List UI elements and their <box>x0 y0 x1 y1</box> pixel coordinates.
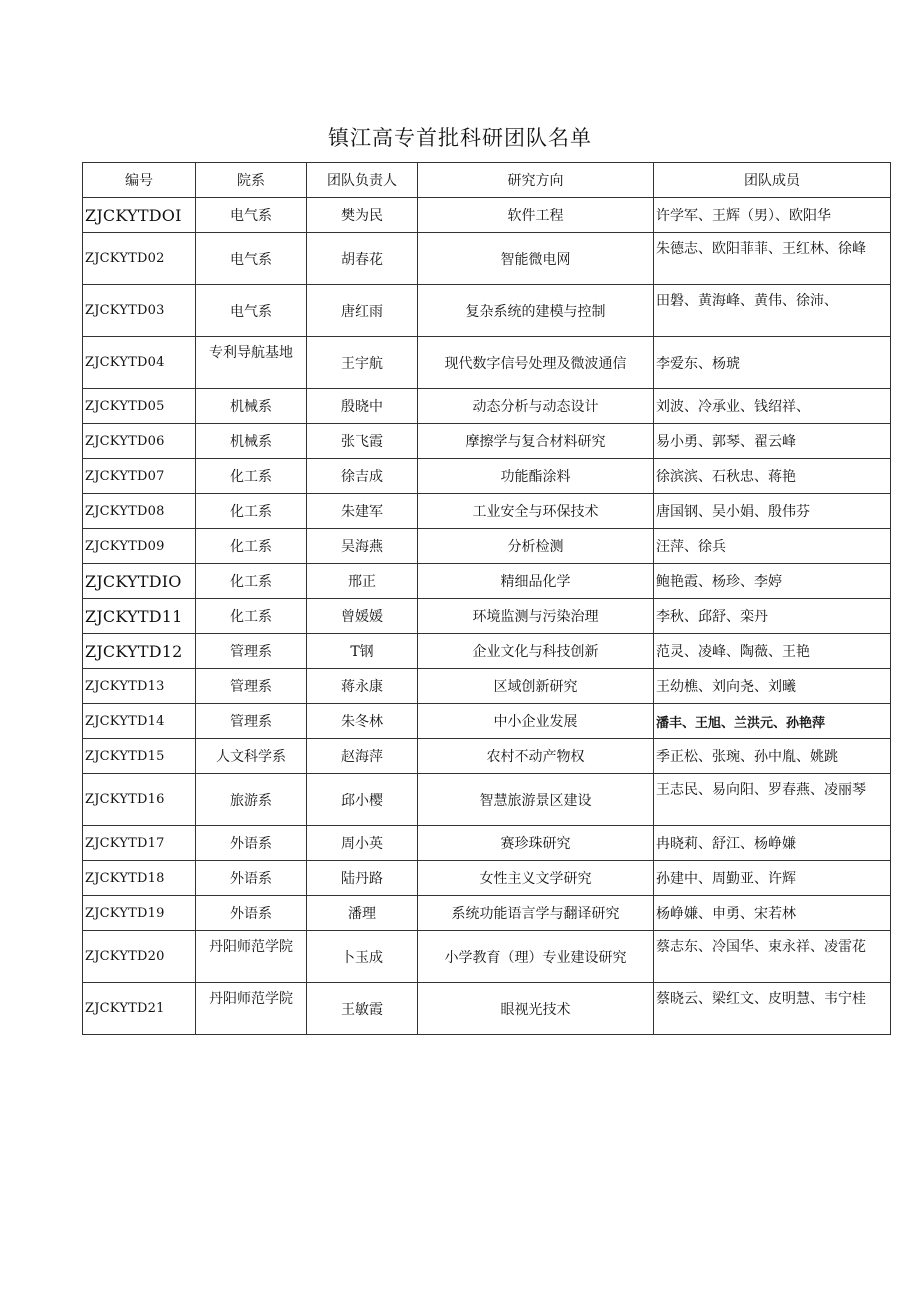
table-row <box>83 826 891 861</box>
team-id: ZJCKYTD06 <box>83 424 196 459</box>
team-direction: 环境监测与污染治理 <box>418 599 654 634</box>
team-members: 潘丰、王旭、兰洪元、孙艳萍 <box>654 704 891 739</box>
team-direction: 中小企业发展 <box>418 704 654 739</box>
team-direction: 智慧旅游景区建设 <box>418 774 654 826</box>
header-lead: 团队负责人 <box>307 163 418 198</box>
team-members: 蔡晓云、梁红文、皮明慧、韦宁桂 <box>654 983 891 1035</box>
team-dept: 人文科学系 <box>196 739 307 774</box>
table-row <box>83 233 891 285</box>
team-lead: 卜玉成 <box>307 931 418 983</box>
team-lead: 邢正 <box>307 564 418 599</box>
team-direction: 软件工程 <box>418 198 654 233</box>
team-dept: 化工系 <box>196 564 307 599</box>
team-lead: 周小英 <box>307 826 418 861</box>
team-dept: 机械系 <box>196 424 307 459</box>
team-members: 许学军、王辉（男）、欧阳华 <box>654 198 891 233</box>
team-id: ZJCKYTD21 <box>83 983 196 1035</box>
team-direction: 精细品化学 <box>418 564 654 599</box>
team-lead: 唐红雨 <box>307 285 418 337</box>
team-lead: 潘理 <box>307 896 418 931</box>
team-direction: 功能酯涂料 <box>418 459 654 494</box>
page-title: 镇江高专首批科研团队名单 <box>328 126 592 150</box>
team-dept: 电气系 <box>196 198 307 233</box>
team-id: ZJCKYTD05 <box>83 389 196 424</box>
team-members: 李秋、邱舒、栾丹 <box>654 599 891 634</box>
team-dept: 旅游系 <box>196 774 307 826</box>
table-row <box>83 198 891 233</box>
team-id: ZJCKYTD04 <box>83 337 196 389</box>
team-id: ZJCKYTD19 <box>83 896 196 931</box>
team-direction: 女性主义文学研究 <box>418 861 654 896</box>
team-dept: 管理系 <box>196 634 307 669</box>
team-id: ZJCKYTD20 <box>83 931 196 983</box>
team-id: ZJCKYTDOI <box>83 198 196 233</box>
team-dept: 管理系 <box>196 704 307 739</box>
team-direction: 赛珍珠研究 <box>418 826 654 861</box>
table-row <box>83 774 891 826</box>
team-dept: 电气系 <box>196 285 307 337</box>
table-row <box>83 389 891 424</box>
table-row <box>83 459 891 494</box>
team-dept: 管理系 <box>196 669 307 704</box>
header-direction: 研究方向 <box>418 163 654 198</box>
team-direction: 农村不动产物权 <box>418 739 654 774</box>
team-lead: 吴海燕 <box>307 529 418 564</box>
team-lead: T钢 <box>307 634 418 669</box>
team-lead: 王宇航 <box>307 337 418 389</box>
team-members: 蔡志东、冷国华、束永祥、凌雷花 <box>654 931 891 983</box>
team-dept: 电气系 <box>196 233 307 285</box>
team-dept: 外语系 <box>196 861 307 896</box>
team-direction: 动态分析与动态设计 <box>418 389 654 424</box>
team-members: 季正松、张琬、孙中胤、姚跳 <box>654 739 891 774</box>
table-row <box>83 337 891 389</box>
team-roster-table <box>82 162 891 1035</box>
team-members: 唐国钢、吴小娟、殷伟芬 <box>654 494 891 529</box>
team-members: 徐滨滨、石秋忠、蒋艳 <box>654 459 891 494</box>
team-id: ZJCKYTD12 <box>83 634 196 669</box>
team-direction: 企业文化与科技创新 <box>418 634 654 669</box>
table-header-row <box>83 163 891 198</box>
table-row <box>83 669 891 704</box>
team-dept: 外语系 <box>196 826 307 861</box>
team-members: 汪萍、徐兵 <box>654 529 891 564</box>
team-dept: 丹阳师范学院 <box>196 931 307 983</box>
team-direction: 现代数字信号处理及微波通信 <box>418 337 654 389</box>
team-dept: 专利导航基地 <box>196 337 307 389</box>
header-id: 编号 <box>83 163 196 198</box>
team-members: 杨峥嫌、申勇、宋若林 <box>654 896 891 931</box>
team-id: ZJCKYTD08 <box>83 494 196 529</box>
table-row <box>83 896 891 931</box>
team-members: 刘波、冷承业、钱绍祥、 <box>654 389 891 424</box>
team-members: 朱德志、欧阳菲菲、王红林、徐峰 <box>654 233 891 285</box>
team-id: ZJCKYTD15 <box>83 739 196 774</box>
team-members: 田磐、黄海峰、黄伟、徐沛、 <box>654 285 891 337</box>
team-lead: 曾媛媛 <box>307 599 418 634</box>
team-lead: 邱小樱 <box>307 774 418 826</box>
team-id: ZJCKYTD17 <box>83 826 196 861</box>
table-row <box>83 931 891 983</box>
team-direction: 工业安全与环保技术 <box>418 494 654 529</box>
header-dept: 院系 <box>196 163 307 198</box>
team-direction: 摩擦学与复合材料研究 <box>418 424 654 459</box>
team-id: ZJCKYTD07 <box>83 459 196 494</box>
team-dept: 机械系 <box>196 389 307 424</box>
table-row <box>83 494 891 529</box>
table-row <box>83 861 891 896</box>
team-members: 孙建中、周勤亚、许辉 <box>654 861 891 896</box>
team-lead: 陆丹路 <box>307 861 418 896</box>
table-row <box>83 599 891 634</box>
team-lead: 殷晓中 <box>307 389 418 424</box>
team-direction: 小学教育（理）专业建设研究 <box>418 931 654 983</box>
team-lead: 王敏霞 <box>307 983 418 1035</box>
table-row <box>83 529 891 564</box>
team-dept: 化工系 <box>196 529 307 564</box>
team-direction: 分析检测 <box>418 529 654 564</box>
team-lead: 胡春花 <box>307 233 418 285</box>
table-row <box>83 285 891 337</box>
team-direction: 区域创新研究 <box>418 669 654 704</box>
header-members: 团队成员 <box>654 163 891 198</box>
table-row <box>83 704 891 739</box>
team-id: ZJCKYTD14 <box>83 704 196 739</box>
table-row <box>83 564 891 599</box>
team-members: 鲍艳霞、杨珍、李婷 <box>654 564 891 599</box>
team-dept: 化工系 <box>196 599 307 634</box>
table-row <box>83 739 891 774</box>
team-dept: 丹阳师范学院 <box>196 983 307 1035</box>
team-members: 范灵、凌峰、陶薇、王艳 <box>654 634 891 669</box>
team-lead: 朱冬林 <box>307 704 418 739</box>
team-members: 易小勇、郭琴、翟云峰 <box>654 424 891 459</box>
team-id: ZJCKYTD03 <box>83 285 196 337</box>
team-dept: 化工系 <box>196 459 307 494</box>
team-direction: 智能微电网 <box>418 233 654 285</box>
table-row <box>83 424 891 459</box>
team-lead: 朱建军 <box>307 494 418 529</box>
team-lead: 赵海萍 <box>307 739 418 774</box>
team-id: ZJCKYTD02 <box>83 233 196 285</box>
team-dept: 化工系 <box>196 494 307 529</box>
team-id: ZJCKYTD16 <box>83 774 196 826</box>
team-members: 王志民、易向阳、罗春燕、凌丽琴 <box>654 774 891 826</box>
team-id: ZJCKYTDIO <box>83 564 196 599</box>
team-dept: 外语系 <box>196 896 307 931</box>
team-lead: 樊为民 <box>307 198 418 233</box>
team-members: 王幼樵、刘向尧、刘曦 <box>654 669 891 704</box>
team-direction: 系统功能语言学与翻译研究 <box>418 896 654 931</box>
team-id: ZJCKYTD11 <box>83 599 196 634</box>
team-id: ZJCKYTD13 <box>83 669 196 704</box>
team-id: ZJCKYTD09 <box>83 529 196 564</box>
team-direction: 眼视光技术 <box>418 983 654 1035</box>
team-members: 李爱东、杨琥 <box>654 337 891 389</box>
table-row <box>83 983 891 1035</box>
team-members: 冉晓莉、舒江、杨峥嫌 <box>654 826 891 861</box>
team-direction: 复杂系统的建模与控制 <box>418 285 654 337</box>
team-lead: 蒋永康 <box>307 669 418 704</box>
team-lead: 张飞霞 <box>307 424 418 459</box>
team-id: ZJCKYTD18 <box>83 861 196 896</box>
team-lead: 徐吉成 <box>307 459 418 494</box>
table-row <box>83 634 891 669</box>
